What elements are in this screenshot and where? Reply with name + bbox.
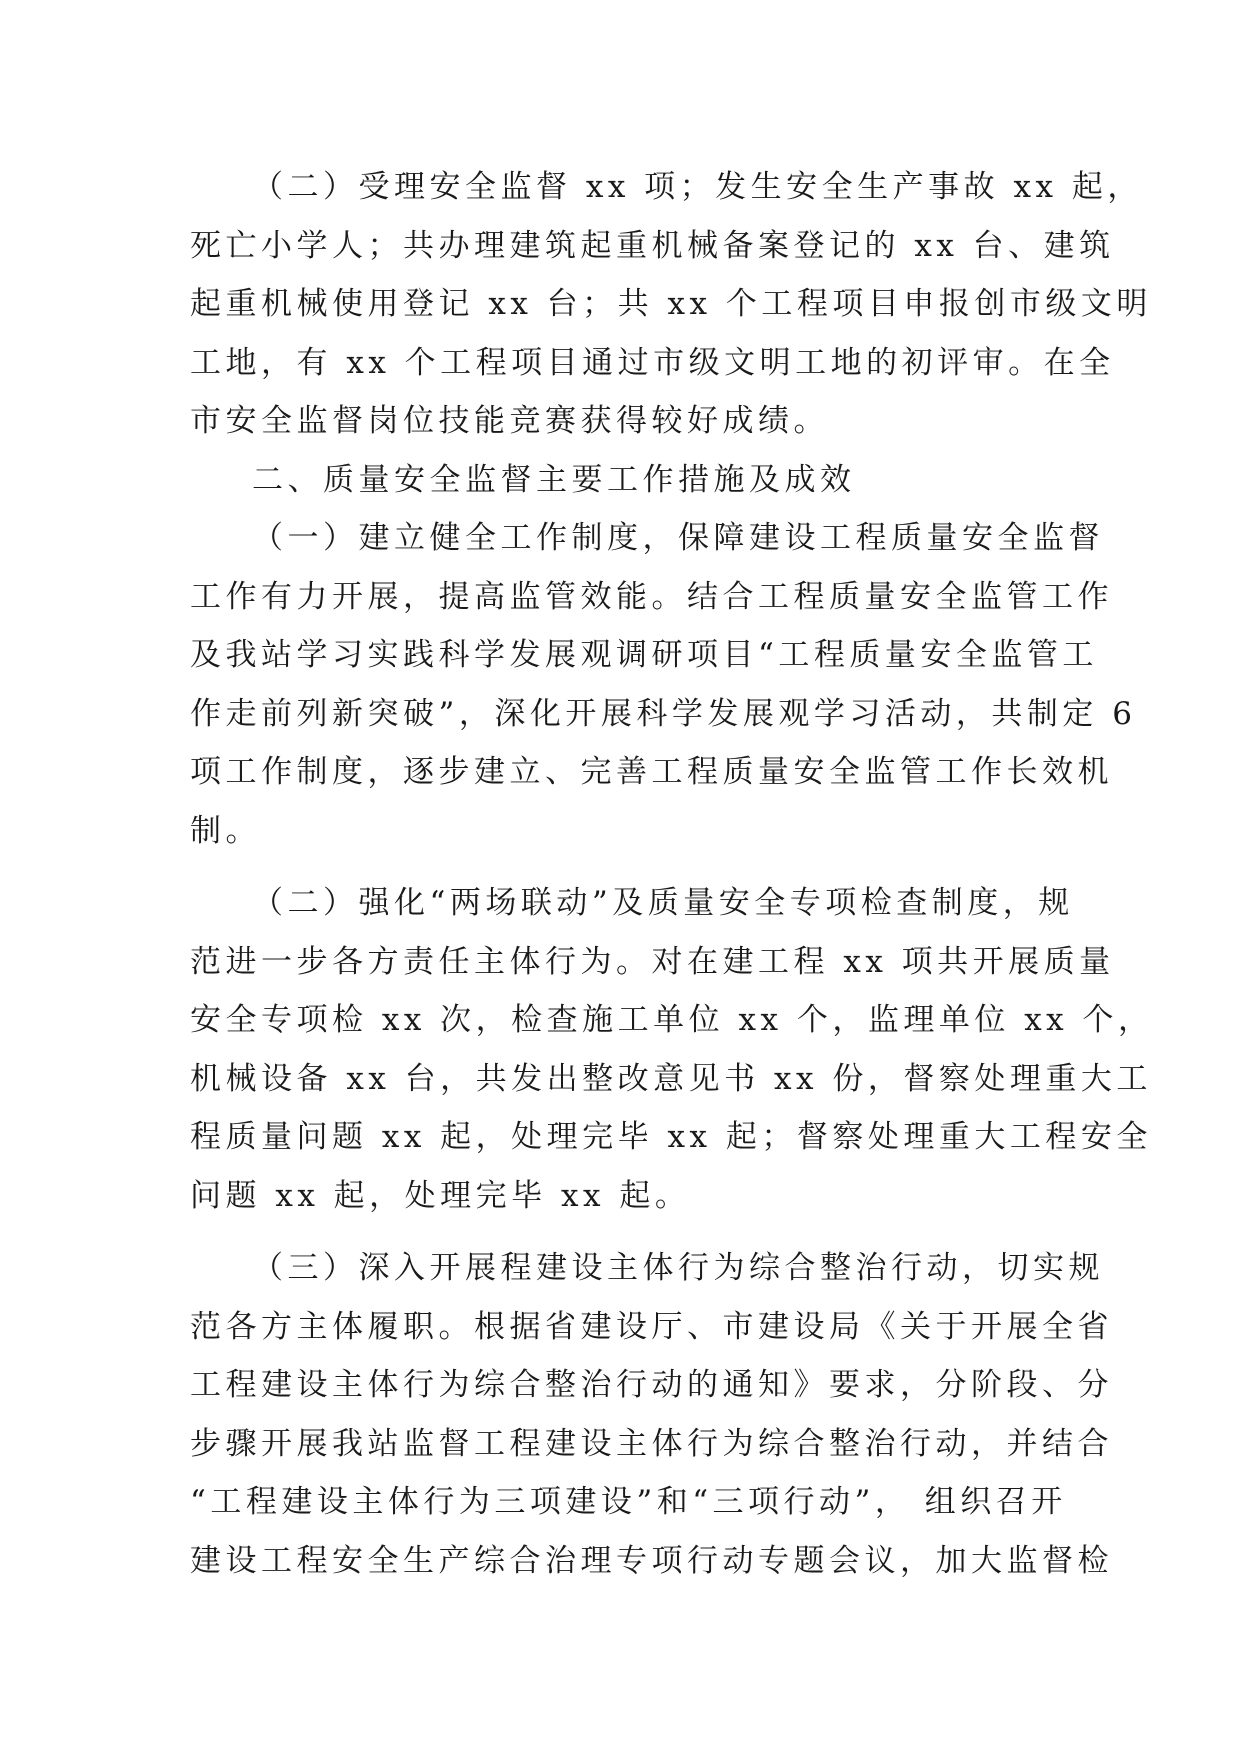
paragraph-comprehensive-rectification [190,1239,1113,1590]
text-line: 作走前列新突破”，深化开展科学发展观学习活动，共制定 6 [190,695,1137,732]
text-line: 问题 xx 起，处理完毕 xx 起。 [190,1177,691,1214]
text-line: 工程建设主体行为综合整治行动的通知》要求，分阶段、分 [190,1367,1113,1403]
paragraph-work-system [190,509,1137,860]
text-line: 范各方主体履职。根据省建设厅、市建设局《关于开展全省 [190,1308,1113,1345]
text-line: “工程建设主体行为三项建设”和“三项行动”， 组织召开 [190,1484,1067,1520]
text-line: （三）深入开展程建设主体行为综合整治行动，切实规 [252,1250,1104,1286]
paragraph-gap [190,860,1052,874]
text-line: 市安全监督岗位技能竞赛获得较好成绩。 [190,403,829,439]
text-line: （一）建立健全工作制度，保障建设工程质量安全监督 [252,520,1104,556]
text-line: 程质量问题 xx 起，处理完毕 xx 起；督察处理重大工程安全 [190,1119,1152,1155]
text-line: （二）受理安全监督 xx 项；发生安全生产事故 xx 起， [252,169,1143,205]
text-line: 步骤开展我站监督工程建设主体行为综合整治行动，并结合 [190,1425,1113,1462]
section-heading-text: 二、质量安全监督主要工作措施及成效 [252,461,856,498]
section-heading [190,451,1052,510]
text-line: 安全专项检 xx 次，检查施工单位 xx 个，监理单位 xx 个， [190,1002,1154,1038]
text-line: 范进一步各方责任主体行为。对在建工程 xx 项共开展质量 [190,943,1115,980]
text-line: 项工作制度，逐步建立、完善工程质量安全监管工作长效机 [190,754,1113,790]
text-line: 工地，有 xx 个工程项目通过市级文明工地的初评审。在全 [190,344,1115,381]
text-line: 机械设备 xx 台，共发出整改意见书 xx 份，督察处理重大工 [190,1060,1152,1097]
text-line: 建设工程安全生产综合治理专项行动专题会议，加大监督检 [190,1542,1113,1579]
text-line: 及我站学习实践科学发展观调研项目“工程质量安全监管工 [190,637,1098,673]
text-line: 起重机械使用登记 xx 台；共 xx 个工程项目申报创市级文明 [190,286,1152,322]
paragraph-gap [190,1225,1052,1239]
document-page [190,158,1154,1590]
text-line: 死亡小学人；共办理建筑起重机械备案登记的 xx 台、建筑 [190,227,1115,264]
text-line: 制。 [190,812,261,849]
paragraph-safety-supervision-summary [190,158,1152,451]
paragraph-special-inspection [190,874,1154,1225]
text-line: 工作有力开展，提高监管效能。结合工程质量安全监管工作 [190,578,1113,615]
text-line: （二）强化“两场联动”及质量安全专项检查制度，规 [252,885,1074,921]
